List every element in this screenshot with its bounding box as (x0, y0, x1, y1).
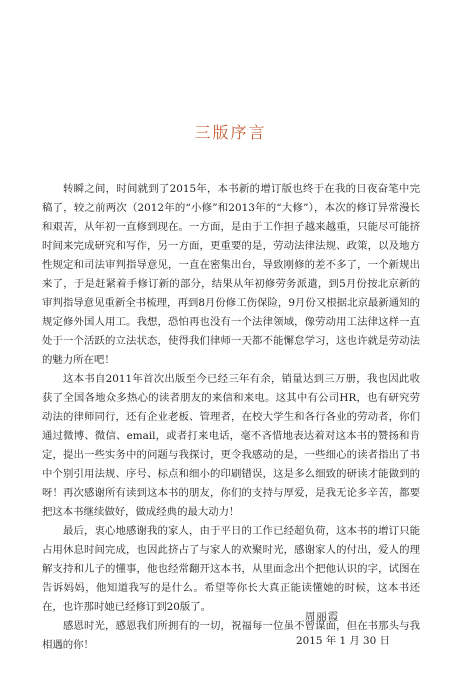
paragraph-3: 最后，衷心地感谢我的家人，由于平日的工作已经超负荷，这本书的增订只能占用休息时间完成，也因此挤占了与家人的欢聚时光，感谢家人的付出，爱人的理解支持和儿子的懂事，他也经常翻开这本书，从里面念出个把他认识的字，试图在告诉妈妈，他知道我写的是什么。希望等你长大真正能读懂她的时候，这本书还在，也许那时她已经修订到20版了。 (42, 525, 420, 613)
paragraph-1: 转瞬之间，时间就到了2015年，本书新的增订版也终于在我的日夜奋笔中完稿了，较之前两次（2012年的“小修”和2013年的“大修”），本次的修订异常漫长和艰苦，从年初一直修到现在。一方面，是由于工作担子越来越重，只能尽可能挤时间来完成研究和写作，另一方面，更重要的是，劳动法律法规、政策，以及地方性规定和司法审判指导意见，一直在密集出台，导致刚修的差不多了，一个新规出来了，于是赶紧着手修订新的部分，结果从年初修劳务派遣，到5月份按北京新的审判指导意见重新全书梳理，再到8月份修工伤保险，9月份又根据北京最新通知的规定修外国人用工。我想，恐怕再也没有一个法律领域，像劳动用工法律这样一直处于一个活跃的立法状态，使得我们律师一天都不能懈怠学习，这也许就是劳动法的魅力所在吧！ (42, 183, 420, 366)
author-signature: 周丽霞 (305, 611, 340, 623)
page-title: 三版序言 (194, 123, 267, 142)
preface-body (42, 180, 420, 655)
signature-date: 2015 年 1 月 30 日 (296, 635, 390, 647)
paragraph-4: 感恩时光，感恩我们所拥有的一切，祝福每一位虽不曾谋面，但在书那头与我相遇的你！ (42, 620, 420, 651)
paragraph-2: 这本书自2011年首次出版至今已经三年有余，销量达到三万册，我也因此收获了全国各地众多热心的读者朋友的来信和来电。这其中有公司HR，也有研究劳动法的律师同行，还有企业老板、管理者，在校大学生和各行各业的劳动者，你们通过微博、微信、email，或者打来电话，毫不吝惜地表达着对这本书的赞扬和肯定，提出一些实务中的问题与我探讨，更令我感动的是，一些细心的读者指出了书中个别引用法规、序号、标点和细小的印刷错误，这是多么细致的研读才能做到的呀！再次感谢所有读到这本书的朋友，你们的支持与厚爱，是我无论多辛苦，都要把这本书继续做好，做成经典的最大动力！ (42, 373, 420, 518)
